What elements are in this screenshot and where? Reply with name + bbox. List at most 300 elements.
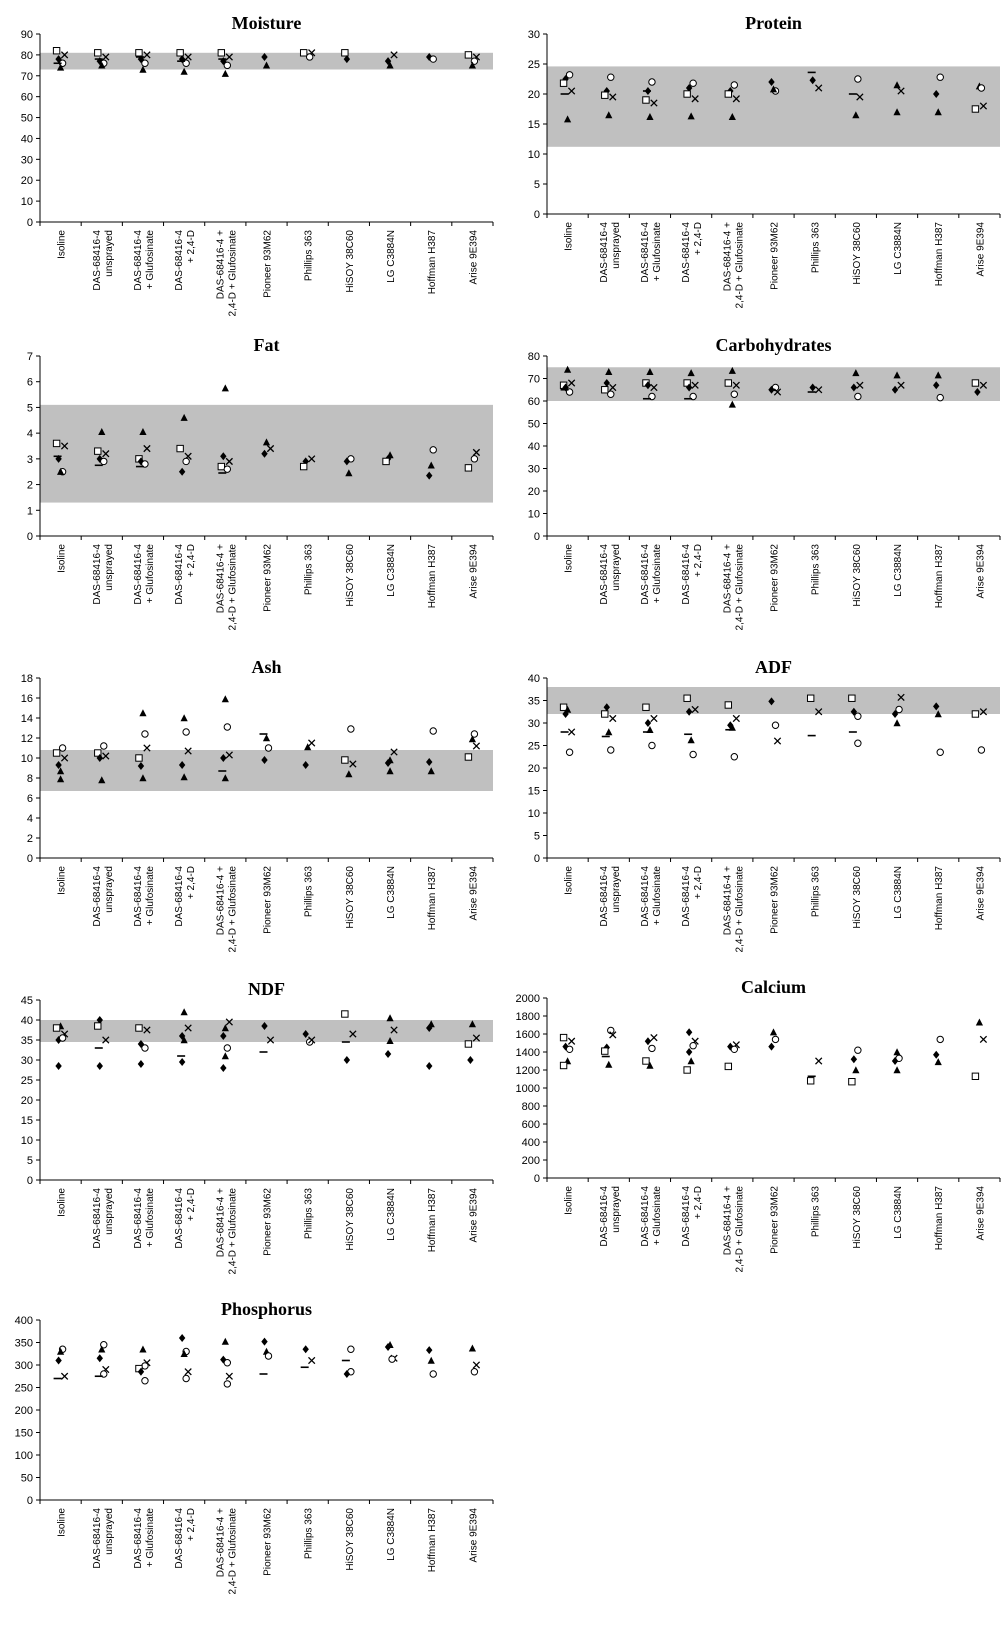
y-tick-label: 200 bbox=[521, 1155, 540, 1167]
x-category-label: Phillips 363 bbox=[303, 544, 315, 596]
data-point bbox=[605, 1061, 612, 1068]
x-category-label: DAS-68416-4 bbox=[132, 866, 144, 927]
data-point bbox=[306, 54, 312, 60]
data-point bbox=[344, 1056, 350, 1064]
data-point bbox=[55, 1357, 61, 1365]
reference-range-band bbox=[40, 750, 493, 791]
x-category-label: LG C3884N bbox=[386, 866, 398, 919]
y-tick-label: 10 bbox=[527, 149, 540, 161]
x-category-label: Phillips 363 bbox=[303, 230, 315, 282]
y-tick-label: 15 bbox=[20, 1115, 33, 1127]
x-category-label: + 2,4-D bbox=[693, 1186, 705, 1220]
x-category-label: HiSOY 38C60 bbox=[344, 544, 356, 607]
data-point bbox=[142, 1378, 148, 1384]
y-tick-label: 0 bbox=[26, 853, 33, 865]
x-category-label: Phillips 363 bbox=[810, 866, 822, 918]
y-tick-label: 400 bbox=[14, 1315, 33, 1327]
x-category-label: Hoffman H387 bbox=[934, 544, 946, 609]
data-point bbox=[649, 1045, 655, 1051]
y-tick-label: 40 bbox=[527, 441, 540, 453]
x-category-label: 2,4-D + Glufosinate bbox=[734, 1186, 746, 1273]
data-point bbox=[136, 755, 142, 761]
y-tick-label: 90 bbox=[20, 29, 33, 41]
y-tick-label: 1600 bbox=[515, 1029, 540, 1041]
data-point bbox=[733, 715, 739, 721]
x-category-label: + Glufosinate bbox=[144, 866, 156, 926]
data-point bbox=[265, 745, 271, 751]
y-tick-label: 80 bbox=[20, 49, 33, 62]
y-tick-label: 400 bbox=[521, 1137, 540, 1149]
data-point bbox=[265, 1353, 271, 1359]
data-point bbox=[560, 1034, 566, 1040]
data-point bbox=[731, 754, 737, 760]
data-point bbox=[386, 1014, 393, 1021]
x-category-label: 2,4-D + Glufosinate bbox=[227, 866, 239, 953]
y-tick-label: 0 bbox=[533, 531, 540, 543]
y-tick-label: 18 bbox=[20, 673, 33, 685]
data-point bbox=[95, 50, 101, 56]
data-point bbox=[937, 394, 943, 400]
x-category-label: Pioneer 93M62 bbox=[262, 544, 274, 612]
x-category-label: DAS-68416-4 bbox=[681, 544, 693, 605]
x-category-label: DAS-68416-4 + bbox=[722, 866, 734, 936]
data-point bbox=[181, 1008, 188, 1015]
y-tick-label: 150 bbox=[14, 1427, 33, 1440]
y-tick-label: 800 bbox=[521, 1101, 540, 1113]
data-point bbox=[643, 1058, 649, 1064]
x-category-label: DAS-68416-4 bbox=[598, 866, 610, 927]
y-tick-label: 0 bbox=[533, 209, 540, 221]
y-tick-label: 1800 bbox=[515, 1011, 540, 1023]
data-point bbox=[566, 749, 572, 755]
data-point bbox=[651, 715, 657, 721]
x-category-label: Isoline bbox=[563, 866, 575, 895]
y-tick-label: 2 bbox=[26, 833, 33, 845]
x-category-label: DAS-68416-4 + bbox=[215, 1508, 227, 1578]
x-category-label: DAS-68416-4 bbox=[639, 222, 651, 283]
x-category-label: LG C3884N bbox=[893, 544, 905, 597]
x-category-label: Phillips 363 bbox=[303, 1508, 315, 1560]
y-tick-label: 30 bbox=[527, 463, 540, 476]
x-category-label: + 2,4-D bbox=[693, 544, 705, 578]
data-point bbox=[933, 1051, 939, 1059]
data-point bbox=[893, 719, 900, 726]
data-point bbox=[729, 401, 736, 408]
x-category-label: DAS-68416-4 bbox=[174, 1188, 186, 1249]
data-point bbox=[342, 757, 348, 763]
x-category-label: Isoline bbox=[56, 1508, 68, 1537]
data-point bbox=[649, 742, 655, 748]
x-category-label: Arise 9E394 bbox=[975, 866, 987, 921]
x-category-label: DAS-68416-4 + bbox=[722, 222, 734, 292]
y-tick-label: 10 bbox=[527, 508, 540, 521]
data-point bbox=[893, 1066, 900, 1073]
panel-fat bbox=[27, 335, 493, 630]
x-category-label: Hoffman H387 bbox=[427, 866, 439, 931]
y-tick-label: 30 bbox=[20, 1055, 33, 1067]
data-point bbox=[645, 719, 651, 727]
data-point bbox=[643, 97, 649, 103]
data-point bbox=[686, 1048, 692, 1056]
x-category-label: 2,4-D + Glufosinate bbox=[227, 230, 239, 317]
x-category-label: + Glufosinate bbox=[144, 1188, 156, 1248]
panel-calcium bbox=[516, 977, 1000, 1272]
x-category-label: Hoffman H387 bbox=[934, 1186, 946, 1251]
y-tick-label: 1200 bbox=[515, 1065, 540, 1077]
x-category-label: + 2,4-D bbox=[186, 866, 198, 900]
data-point bbox=[469, 1345, 476, 1352]
data-point bbox=[643, 704, 649, 710]
y-tick-label: 1400 bbox=[515, 1047, 540, 1059]
y-tick-label: 25 bbox=[527, 59, 540, 71]
data-point bbox=[731, 82, 737, 88]
y-tick-label: 4 bbox=[26, 428, 33, 441]
data-point bbox=[426, 1062, 432, 1070]
y-tick-label: 40 bbox=[20, 133, 33, 146]
x-category-label: + 2,4-D bbox=[186, 230, 198, 264]
data-point bbox=[348, 726, 354, 732]
x-category-label: unsprayed bbox=[610, 866, 622, 913]
data-point bbox=[465, 465, 471, 471]
x-category-label: LG C3884N bbox=[386, 230, 398, 283]
data-point bbox=[224, 1381, 230, 1387]
y-tick-label: 5 bbox=[26, 402, 33, 415]
data-point bbox=[226, 1373, 232, 1379]
data-point bbox=[772, 722, 778, 728]
data-point bbox=[53, 440, 59, 446]
panel-title: Carbohydrates bbox=[715, 335, 832, 355]
y-tick-label: 10 bbox=[20, 1135, 33, 1147]
data-point bbox=[688, 736, 695, 743]
x-category-label: DAS-68416-4 bbox=[91, 1508, 103, 1569]
x-category-label: Arise 9E394 bbox=[468, 866, 480, 921]
x-category-label: Phillips 363 bbox=[303, 866, 315, 918]
x-category-label: Phillips 363 bbox=[810, 544, 822, 596]
data-point bbox=[53, 48, 59, 54]
x-category-label: + Glufosinate bbox=[651, 1186, 663, 1246]
data-point bbox=[218, 50, 224, 56]
data-point bbox=[855, 76, 861, 82]
x-category-label: Hoffman H387 bbox=[427, 1188, 439, 1253]
data-point bbox=[645, 1037, 651, 1045]
y-tick-label: 10 bbox=[527, 808, 540, 820]
data-point bbox=[61, 1373, 67, 1379]
y-tick-label: 35 bbox=[527, 695, 540, 708]
data-point bbox=[53, 1025, 59, 1031]
data-point bbox=[566, 1046, 572, 1052]
y-tick-label: 50 bbox=[20, 1472, 33, 1485]
data-point bbox=[605, 728, 612, 735]
x-category-label: Phillips 363 bbox=[810, 1186, 822, 1238]
data-point bbox=[220, 1064, 226, 1072]
data-point bbox=[972, 380, 978, 386]
data-point bbox=[560, 1062, 566, 1068]
panel-adf bbox=[528, 657, 1000, 952]
data-point bbox=[770, 1028, 777, 1035]
data-point bbox=[725, 702, 731, 708]
x-category-label: Hoffman H387 bbox=[934, 222, 946, 287]
y-tick-label: 70 bbox=[527, 373, 540, 386]
x-category-label: Arise 9E394 bbox=[468, 229, 480, 285]
data-point bbox=[852, 1066, 859, 1073]
data-point bbox=[566, 72, 572, 78]
x-category-label: DAS-68416-4 bbox=[681, 1186, 693, 1247]
y-tick-label: 30 bbox=[527, 29, 540, 41]
data-point bbox=[224, 724, 230, 730]
x-category-label: DAS-68416-4 bbox=[681, 222, 693, 283]
y-tick-label: 15 bbox=[527, 119, 540, 131]
x-category-label: HiSOY 38C60 bbox=[851, 866, 863, 929]
x-category-label: + 2,4-D bbox=[186, 1188, 198, 1222]
x-category-label: Pioneer 93M62 bbox=[769, 544, 781, 612]
x-category-label: + Glufosinate bbox=[144, 544, 156, 604]
x-category-label: Isoline bbox=[563, 222, 575, 251]
x-category-label: Hoffman H387 bbox=[427, 230, 439, 295]
x-category-label: HiSOY 38C60 bbox=[344, 230, 356, 293]
data-point bbox=[95, 1023, 101, 1029]
y-tick-label: 12 bbox=[20, 733, 33, 745]
data-point bbox=[302, 1345, 308, 1353]
data-point bbox=[101, 458, 107, 464]
y-tick-label: 8 bbox=[26, 773, 33, 785]
data-point bbox=[142, 60, 148, 66]
y-tick-label: 45 bbox=[20, 995, 33, 1007]
y-tick-label: 0 bbox=[533, 1173, 540, 1185]
x-category-label: + 2,4-D bbox=[186, 1508, 198, 1542]
y-tick-label: 0 bbox=[26, 531, 33, 543]
data-point bbox=[342, 50, 348, 56]
panel-title: ADF bbox=[755, 657, 792, 677]
x-category-label: Pioneer 93M62 bbox=[769, 866, 781, 934]
data-point bbox=[348, 1346, 354, 1352]
data-point bbox=[684, 695, 690, 701]
data-point bbox=[222, 70, 229, 77]
x-category-label: + Glufosinate bbox=[144, 230, 156, 290]
data-point bbox=[300, 463, 306, 469]
x-category-label: Hoffman H387 bbox=[427, 1508, 439, 1573]
y-tick-label: 350 bbox=[14, 1337, 33, 1350]
x-category-label: DAS-68416-4 + bbox=[215, 1188, 227, 1258]
data-point bbox=[972, 106, 978, 112]
data-point bbox=[224, 1045, 230, 1051]
y-tick-label: 15 bbox=[527, 785, 540, 798]
data-point bbox=[177, 445, 183, 451]
y-tick-label: 40 bbox=[20, 1015, 33, 1027]
x-category-label: DAS-68416-4 bbox=[639, 544, 651, 605]
x-category-label: DAS-68416-4 bbox=[174, 866, 186, 927]
data-point bbox=[136, 1025, 142, 1031]
x-category-label: DAS-68416-4 bbox=[174, 1508, 186, 1569]
x-category-label: Isoline bbox=[56, 866, 68, 895]
data-point bbox=[849, 695, 855, 701]
panel-title: Phosphorus bbox=[220, 1299, 313, 1319]
x-category-label: DAS-68416-4 + bbox=[722, 1186, 734, 1256]
data-point bbox=[426, 1346, 432, 1354]
data-point bbox=[183, 729, 189, 735]
panel-ndf bbox=[21, 979, 493, 1274]
reference-range-band bbox=[547, 66, 1000, 146]
data-point bbox=[177, 50, 183, 56]
data-point bbox=[389, 1356, 395, 1362]
x-category-label: Arise 9E394 bbox=[468, 1188, 480, 1243]
data-point bbox=[308, 740, 314, 746]
x-category-label: HiSOY 38C60 bbox=[851, 222, 863, 285]
data-point bbox=[602, 92, 608, 98]
data-point bbox=[855, 740, 861, 746]
x-category-label: unsprayed bbox=[103, 1508, 115, 1555]
data-point bbox=[849, 1079, 855, 1085]
data-point bbox=[649, 79, 655, 85]
x-category-label: DAS-68416-4 + bbox=[215, 230, 227, 300]
x-category-label: unsprayed bbox=[103, 1188, 115, 1235]
y-tick-label: 300 bbox=[14, 1360, 33, 1372]
data-point bbox=[602, 1048, 608, 1054]
data-point bbox=[308, 1357, 314, 1363]
y-tick-label: 7 bbox=[26, 351, 33, 363]
data-point bbox=[467, 1056, 473, 1064]
data-point bbox=[935, 1058, 942, 1065]
x-category-label: DAS-68416-4 bbox=[132, 1188, 144, 1249]
x-category-label: DAS-68416-4 bbox=[598, 544, 610, 605]
x-category-label: Pioneer 93M62 bbox=[769, 1186, 781, 1254]
x-category-label: DAS-68416-4 bbox=[598, 222, 610, 283]
x-category-label: Arise 9E394 bbox=[975, 544, 987, 599]
data-point bbox=[139, 1345, 146, 1352]
x-category-label: + 2,4-D bbox=[693, 222, 705, 256]
x-category-label: DAS-68416-4 bbox=[132, 544, 144, 605]
x-category-label: DAS-68416-4 bbox=[132, 230, 144, 291]
data-point bbox=[95, 448, 101, 454]
data-point bbox=[261, 1338, 267, 1346]
panel-title: Protein bbox=[745, 13, 802, 33]
x-category-label: DAS-68416-4 bbox=[639, 866, 651, 927]
y-tick-label: 1000 bbox=[515, 1083, 540, 1095]
panel-ash bbox=[21, 657, 493, 952]
x-category-label: LG C3884N bbox=[386, 1508, 398, 1561]
y-tick-label: 20 bbox=[527, 763, 540, 775]
x-category-label: DAS-68416-4 bbox=[91, 544, 103, 605]
data-point bbox=[465, 1041, 471, 1047]
y-tick-label: 30 bbox=[527, 718, 540, 730]
data-point bbox=[222, 1338, 229, 1345]
data-point bbox=[222, 384, 229, 391]
x-category-label: unsprayed bbox=[103, 230, 115, 277]
x-category-label: + Glufosinate bbox=[651, 866, 663, 926]
data-point bbox=[608, 747, 614, 753]
panel-carbohydrates bbox=[528, 335, 1000, 630]
y-tick-label: 20 bbox=[527, 89, 540, 101]
data-point bbox=[602, 387, 608, 393]
x-category-label: Arise 9E394 bbox=[975, 1186, 987, 1241]
x-category-label: unsprayed bbox=[610, 1186, 622, 1233]
data-point bbox=[465, 754, 471, 760]
x-category-label: HiSOY 38C60 bbox=[851, 544, 863, 607]
data-point bbox=[651, 1034, 657, 1040]
x-category-label: unsprayed bbox=[103, 866, 115, 913]
y-tick-label: 25 bbox=[20, 1075, 33, 1087]
data-point bbox=[690, 1043, 696, 1049]
x-category-label: DAS-68416-4 bbox=[91, 1188, 103, 1249]
x-category-label: Phillips 363 bbox=[810, 222, 822, 274]
x-category-label: DAS-68416-4 bbox=[91, 230, 103, 291]
panel-title: Ash bbox=[251, 657, 282, 677]
data-point bbox=[183, 1375, 189, 1381]
x-category-label: Isoline bbox=[56, 544, 68, 573]
y-tick-label: 3 bbox=[26, 453, 33, 466]
panel-title: Calcium bbox=[741, 977, 806, 997]
x-category-label: Isoline bbox=[56, 1188, 68, 1217]
data-point bbox=[139, 709, 146, 716]
y-tick-label: 50 bbox=[527, 418, 540, 431]
y-tick-label: 30 bbox=[20, 154, 33, 167]
x-category-label: HiSOY 38C60 bbox=[851, 1186, 863, 1249]
data-point bbox=[937, 1036, 943, 1042]
y-tick-label: 20 bbox=[20, 1095, 33, 1107]
panel-protein bbox=[528, 13, 1000, 308]
data-point bbox=[978, 85, 984, 91]
x-category-label: 2,4-D + Glufosinate bbox=[734, 544, 746, 631]
x-category-label: + 2,4-D bbox=[693, 866, 705, 900]
data-point bbox=[59, 1035, 65, 1041]
y-tick-label: 5 bbox=[26, 1155, 33, 1167]
data-point bbox=[224, 1360, 230, 1366]
x-category-label: Arise 9E394 bbox=[468, 544, 480, 599]
data-point bbox=[602, 711, 608, 717]
data-point bbox=[686, 1028, 692, 1036]
y-tick-label: 10 bbox=[20, 196, 33, 209]
data-point bbox=[136, 50, 142, 56]
data-point bbox=[471, 1369, 477, 1375]
data-point bbox=[855, 1047, 861, 1053]
data-point bbox=[179, 1058, 185, 1066]
data-point bbox=[142, 1363, 148, 1369]
y-tick-label: 2000 bbox=[515, 993, 540, 1005]
x-category-label: LG C3884N bbox=[893, 866, 905, 919]
data-point bbox=[183, 458, 189, 464]
data-point bbox=[731, 391, 737, 397]
x-category-label: DAS-68416-4 + bbox=[215, 544, 227, 614]
data-point bbox=[568, 729, 574, 735]
data-point bbox=[855, 393, 861, 399]
data-point bbox=[608, 74, 614, 80]
data-point bbox=[725, 91, 731, 97]
data-point bbox=[59, 745, 65, 751]
x-category-label: unsprayed bbox=[103, 544, 115, 591]
data-point bbox=[218, 463, 224, 469]
x-category-label: unsprayed bbox=[610, 222, 622, 269]
x-category-label: LG C3884N bbox=[386, 1188, 398, 1241]
x-category-label: Pioneer 93M62 bbox=[262, 866, 274, 934]
data-point bbox=[972, 711, 978, 717]
x-category-label: Arise 9E394 bbox=[975, 222, 987, 277]
x-category-label: unsprayed bbox=[610, 544, 622, 591]
y-tick-label: 14 bbox=[20, 713, 33, 725]
y-tick-label: 20 bbox=[527, 486, 540, 498]
x-category-label: DAS-68416-4 bbox=[132, 1508, 144, 1569]
y-tick-label: 0 bbox=[26, 217, 33, 229]
y-tick-label: 35 bbox=[20, 1035, 33, 1047]
x-category-label: Isoline bbox=[56, 230, 68, 259]
data-point bbox=[972, 1073, 978, 1079]
x-category-label: 2,4-D + Glufosinate bbox=[227, 1188, 239, 1275]
data-point bbox=[383, 458, 389, 464]
panel-moisture bbox=[21, 13, 493, 316]
data-point bbox=[471, 456, 477, 462]
data-point bbox=[222, 1052, 229, 1059]
y-tick-label: 16 bbox=[20, 693, 33, 705]
y-tick-label: 6 bbox=[26, 793, 33, 805]
x-category-label: DAS-68416-4 + bbox=[722, 544, 734, 614]
